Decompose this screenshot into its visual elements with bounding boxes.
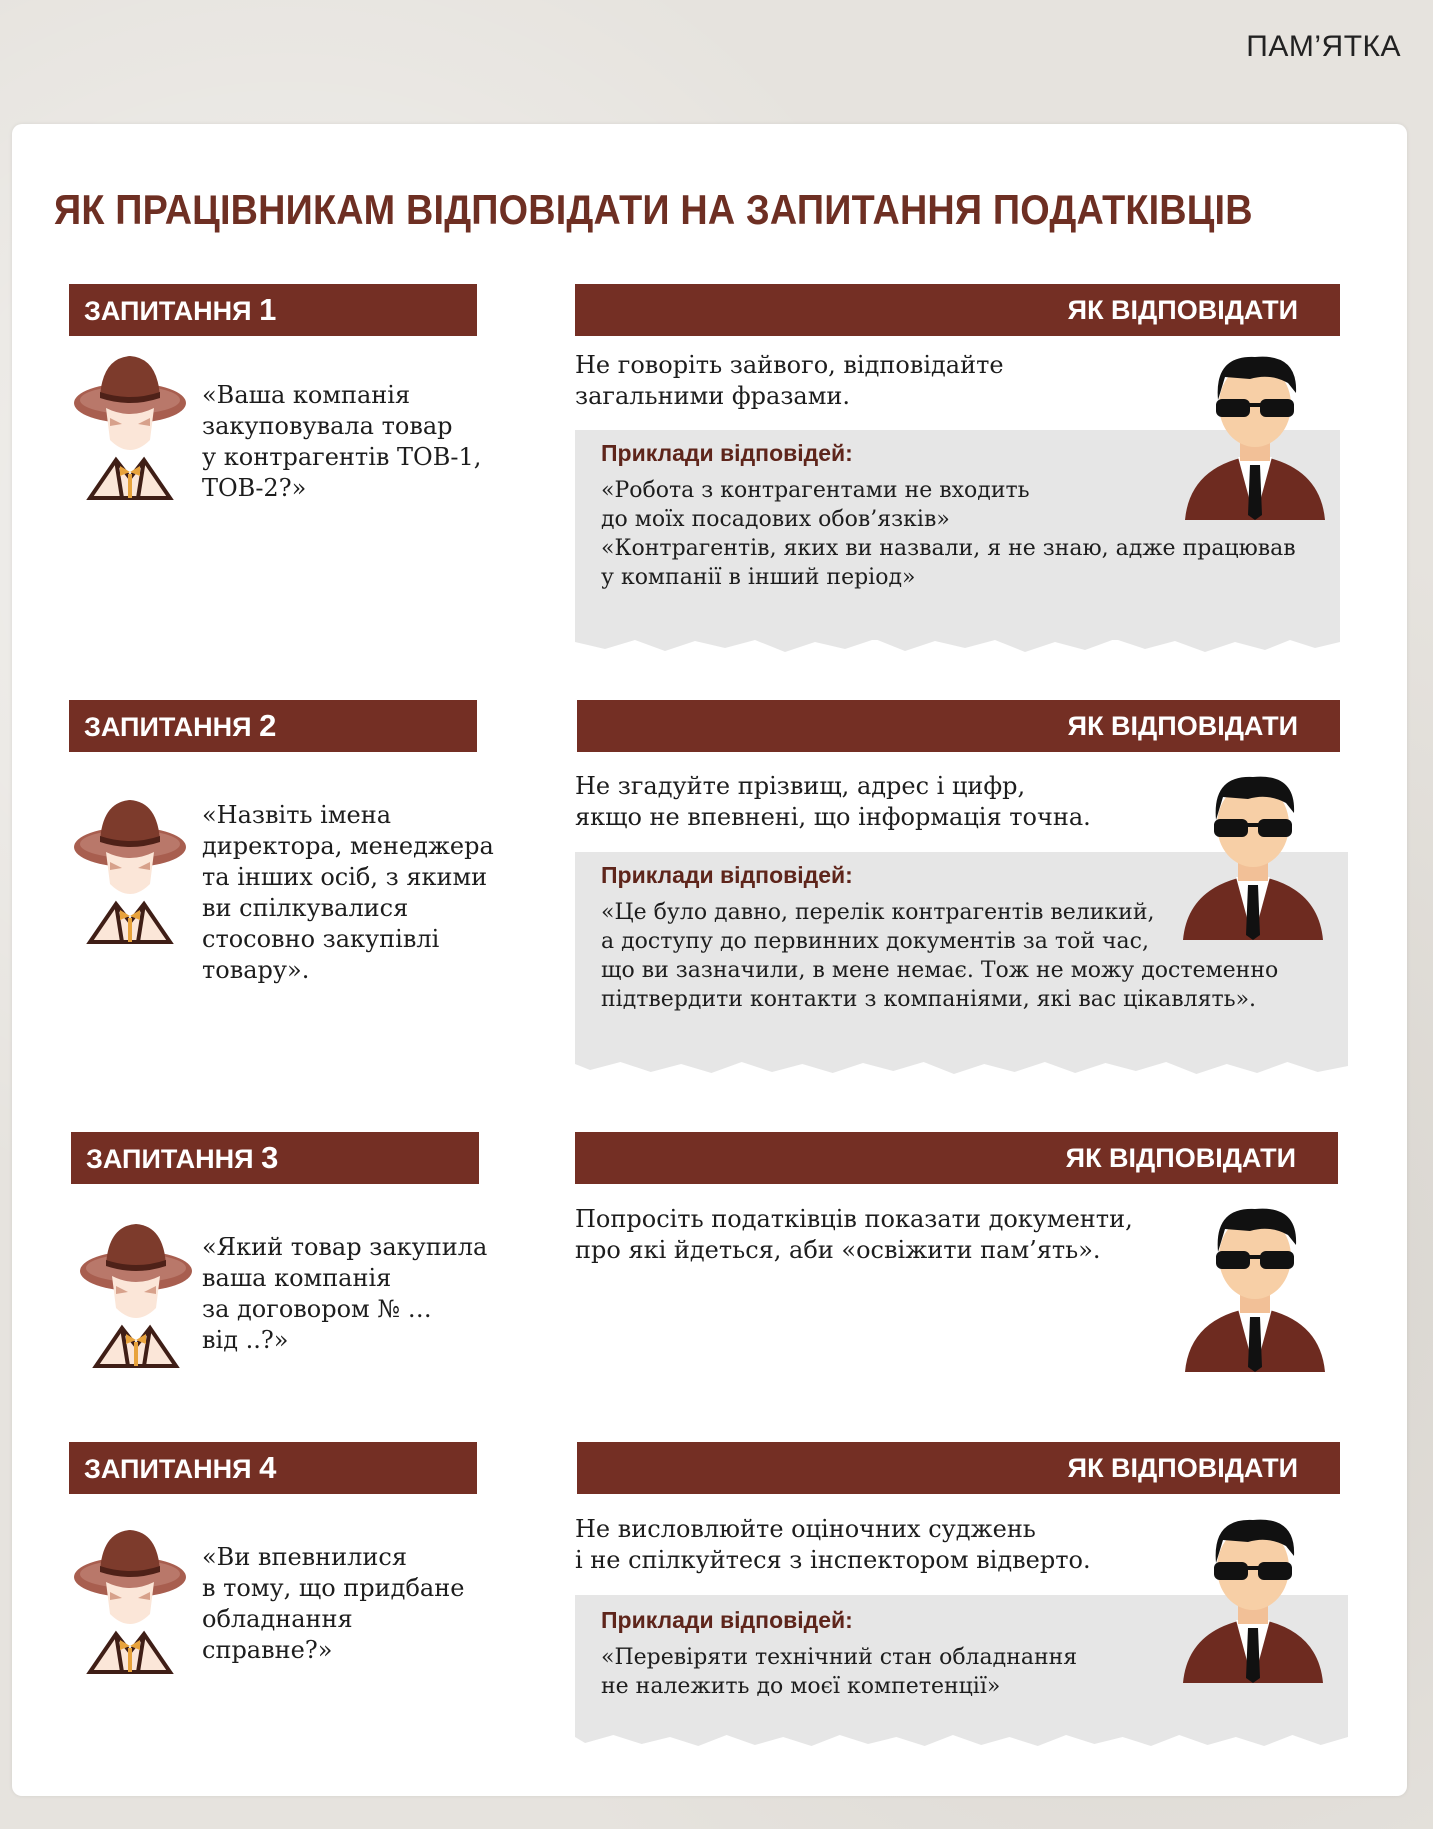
question-line: «Назвіть імена xyxy=(202,801,392,829)
question-line: справне?» xyxy=(202,1636,333,1664)
answer-3-header: ЯК ВІДПОВІДАТИ xyxy=(575,1132,1338,1184)
examples-title: Приклади відповідей: xyxy=(601,440,853,466)
question-3-text xyxy=(202,1232,487,1356)
example-line: не належить до моєї компетенції» xyxy=(601,1674,1001,1699)
advice-1 xyxy=(575,350,1004,412)
question-line: закуповувала товар xyxy=(202,412,453,440)
question-line: ТОВ-2?» xyxy=(202,474,307,502)
detective-icon xyxy=(76,1216,196,1376)
advice-line: про які йдеться, аби «освіжити пам’ять». xyxy=(575,1236,1101,1264)
answer-2-header: ЯК ВІДПОВІДАТИ xyxy=(577,700,1340,752)
question-line: стосовно закупівлі xyxy=(202,925,440,953)
question-line: товару». xyxy=(202,956,310,984)
question-number: 3 xyxy=(261,1140,279,1175)
answer-4-header: ЯК ВІДПОВІДАТИ xyxy=(577,1442,1340,1494)
question-2-text xyxy=(202,800,494,986)
question-number: 1 xyxy=(259,292,277,327)
question-number: 4 xyxy=(259,1450,277,1485)
question-4-text xyxy=(202,1542,464,1666)
advice-line: Не висловлюйте оціночних суджень xyxy=(575,1515,1036,1543)
advice-line: загальними фразами. xyxy=(575,382,851,410)
advice-2 xyxy=(575,771,1091,833)
advice-4 xyxy=(575,1514,1091,1576)
question-2-header xyxy=(69,700,477,752)
advice-line: і не спілкуйтеся з інспектором відверто. xyxy=(575,1546,1091,1574)
question-line: та інших осіб, з якими xyxy=(202,863,488,891)
question-line: «Ви впевнилися xyxy=(202,1543,407,1571)
question-line: «Ваша компанія xyxy=(202,381,411,409)
question-line: «Який товар закупила xyxy=(202,1233,488,1261)
advice-line: Не згадуйте прізвищ, адрес і цифр, xyxy=(575,772,1026,800)
example-line: «Робота з контрагентами не входить xyxy=(601,478,1030,503)
advice-line: Не говоріть зайвого, відповідайте xyxy=(575,351,1004,379)
examples-text xyxy=(601,898,1278,1014)
example-line: підтвердити контакти з компаніями, які вас цікавлять». xyxy=(601,987,1257,1012)
question-1-header xyxy=(69,284,477,336)
question-line: директора, менеджера xyxy=(202,832,494,860)
question-label: ЗАПИТАННЯ xyxy=(84,712,252,742)
question-line: в тому, що придбане xyxy=(202,1574,465,1602)
question-label: ЗАПИТАННЯ xyxy=(84,1454,252,1484)
question-line: ви спілкувалися xyxy=(202,894,409,922)
question-number: 2 xyxy=(259,708,277,743)
question-4-header xyxy=(69,1442,477,1494)
detective-icon xyxy=(70,1522,190,1682)
answer-1-header: ЯК ВІДПОВІДАТИ xyxy=(575,284,1340,336)
detective-icon xyxy=(70,792,190,952)
question-line: за договором № … xyxy=(202,1295,432,1323)
example-line: у компанії в інший період» xyxy=(601,565,916,590)
section-label: ПАМ’ЯТКА xyxy=(1246,30,1401,63)
agent-icon xyxy=(1180,1197,1330,1372)
example-line: що ви зазначили, в мене немає. Тож не можу достеменно xyxy=(601,958,1279,983)
example-line: до моїх посадових обов’язків» xyxy=(601,507,950,532)
example-line: «Це було давно, перелік контрагентів великий, xyxy=(601,900,1155,925)
question-line: ваша компанія xyxy=(202,1264,392,1292)
torn-edge xyxy=(575,1052,1348,1082)
advice-3 xyxy=(575,1204,1133,1266)
question-line: обладнання xyxy=(202,1605,353,1633)
example-line: а доступу до первинних документів за той час, xyxy=(601,929,1149,954)
torn-edge xyxy=(575,1725,1348,1755)
agent-icon xyxy=(1178,1508,1328,1683)
question-label: ЗАПИТАННЯ xyxy=(84,296,252,326)
agent-icon xyxy=(1180,345,1330,520)
example-line: «Перевіряти технічний стан обладнання xyxy=(601,1645,1078,1670)
examples-text xyxy=(601,1643,1077,1701)
agent-icon xyxy=(1178,765,1328,940)
question-line: у контрагентів ТОВ-1, xyxy=(202,443,482,471)
detective-icon xyxy=(70,348,190,508)
question-3-header xyxy=(71,1132,479,1184)
advice-line: якщо не впевнені, що інформація точна. xyxy=(575,803,1091,831)
question-1-text xyxy=(202,380,481,504)
page-title: ЯК ПРАЦІВНИКАМ ВІДПОВІДАТИ НА ЗАПИТАННЯ ПОДАТКІВЦІВ xyxy=(54,186,1253,233)
examples-title: Приклади відповідей: xyxy=(601,862,853,888)
advice-line: Попросіть податківців показати документи, xyxy=(575,1205,1133,1233)
question-line: від ..?» xyxy=(202,1326,289,1354)
examples-title: Приклади відповідей: xyxy=(601,1607,853,1633)
example-line: «Контрагентів, яких ви назвали, я не знаю, адже працював xyxy=(601,536,1296,561)
torn-edge xyxy=(575,630,1340,660)
question-label: ЗАПИТАННЯ xyxy=(86,1144,254,1174)
